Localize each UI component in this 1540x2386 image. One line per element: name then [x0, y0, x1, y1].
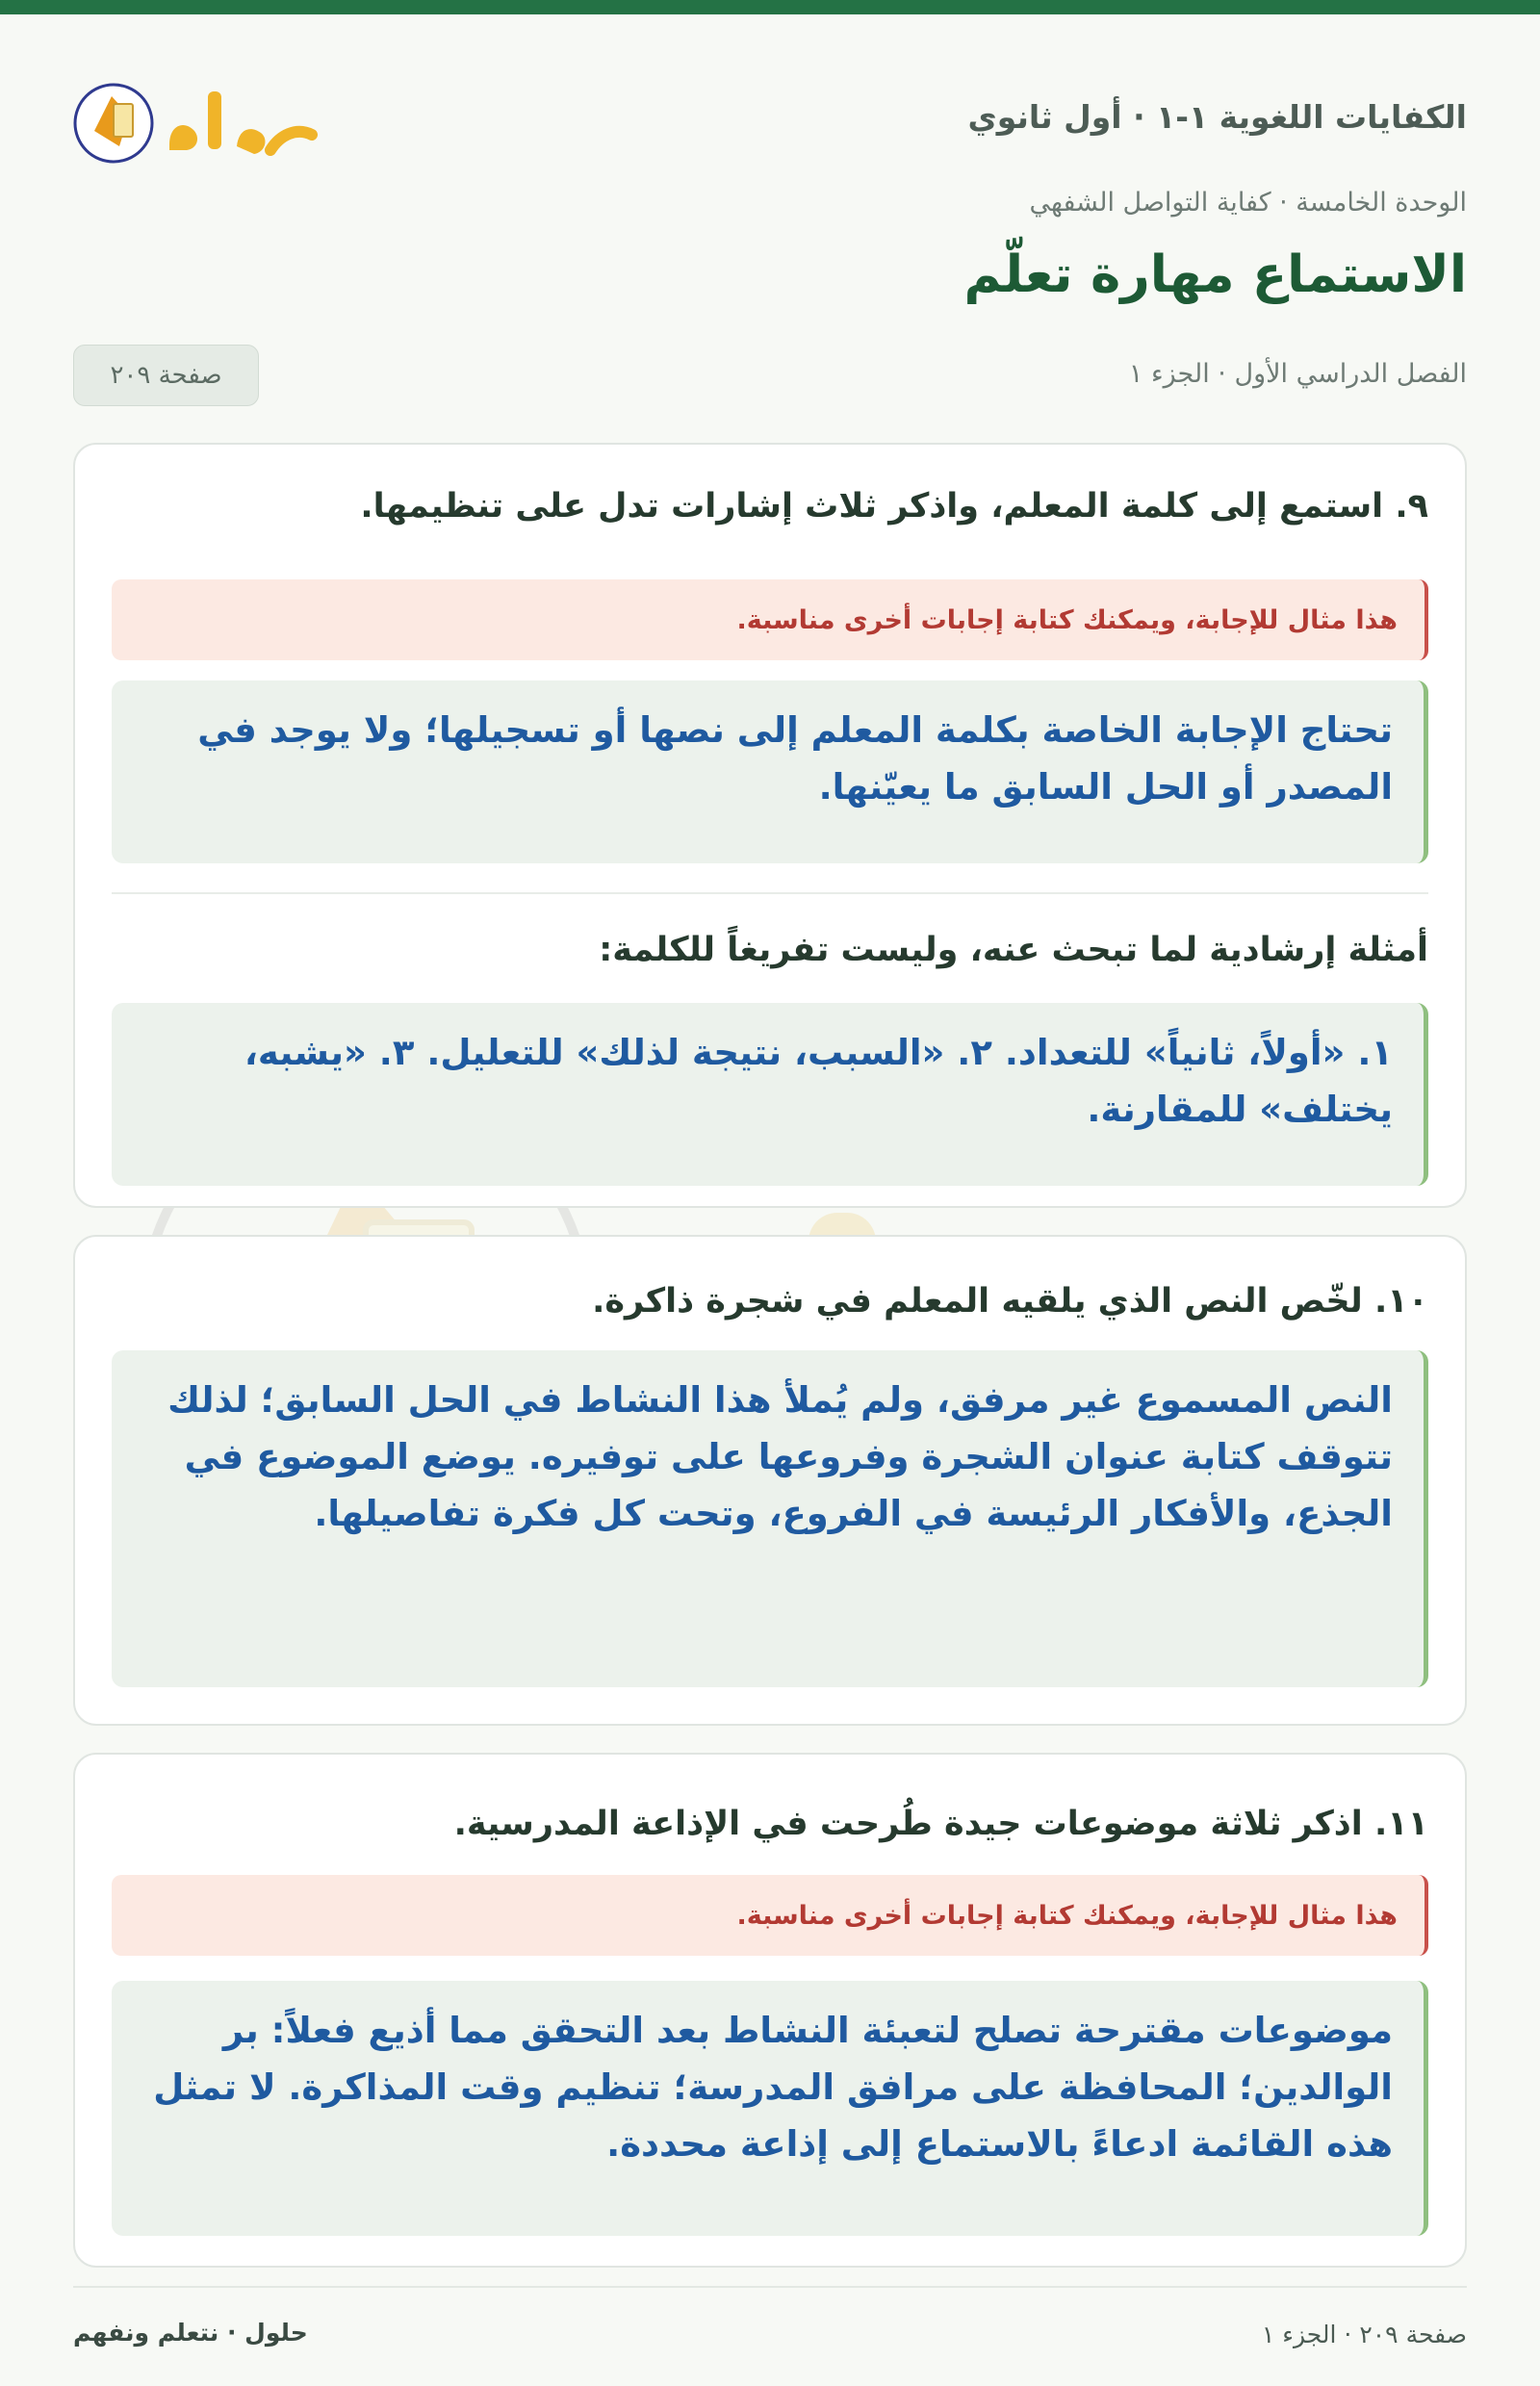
question-card-10: [73, 1235, 1467, 1726]
footer-brand: حلول · نتعلم ونفهم: [73, 2319, 308, 2347]
page-header: [73, 67, 1467, 173]
page: [73, 14, 1467, 2386]
answer-box-9: تحتاج الإجابة الخاصة بكلمة المعلم إلى نصها أو تسجيلها؛ ولا يوجد في المصدر أو الحل السابق ما يعيّنها.: [112, 680, 1428, 863]
answer-note: هذا مثال للإجابة، ويمكنك كتابة إجابات أخرى مناسبة.: [112, 579, 1428, 660]
footer-page-info: صفحة ٢٠٩ · الجزء ١: [1261, 2321, 1467, 2348]
question-card-11: [73, 1753, 1467, 2268]
divider: [112, 892, 1428, 894]
answer-box-10: النص المسموع غير مرفق، ولم يُملأ هذا النشاط في الحل السابق؛ لذلك تتوقف كتابة عنوان الشجرة وفروعها على توفيره. يوضع الموضوع في الجذع، والأفكار الرئيسة في الفروع، وتحت كل فكرة تفاصيلها.: [112, 1350, 1428, 1687]
top-accent-bar: [0, 0, 1540, 14]
question-card-9: [73, 443, 1467, 1208]
examples-answer-box: ١. «أولاً، ثانياً» للتعداد. ٢. «السبب، نتيجة لذلك» للتعليل. ٣. «يشبه، يختلف» للمقارنة.: [112, 1003, 1428, 1186]
term-line: الفصل الدراسي الأول · الجزء ١: [1128, 359, 1467, 389]
page-badge: صفحة ٢٠٩: [73, 345, 259, 406]
lesson-title: الاستماع مهارة تعلّم: [963, 245, 1467, 304]
answer-box-11: موضوعات مقترحة تصلح لتعبئة النشاط بعد التحقق مما أذيع فعلاً: بر الوالدين؛ المحافظة على مرافق المدرسة؛ تنظيم وقت المذاكرة. لا تمثل هذه القائمة ادعاءً بالاستماع إلى إذاعة محددة.: [112, 1981, 1428, 2236]
logo-icon: [73, 67, 333, 173]
question-title-11: ١١. اذكر ثلاثة موضوعات جيدة طُرحت في الإذاعة المدرسية.: [453, 1805, 1428, 1843]
examples-title: أمثلة إرشادية لما تبحث عنه، وليست تفريغاً للكلمة:: [599, 931, 1428, 969]
answer-note: هذا مثال للإجابة، ويمكنك كتابة إجابات أخرى مناسبة.: [112, 1875, 1428, 1956]
unit-line: الوحدة الخامسة · كفاية التواصل الشفهي: [1029, 188, 1467, 218]
question-title-10: ١٠. لخّص النص الذي يلقيه المعلم في شجرة ذاكرة.: [592, 1282, 1428, 1321]
book-title: الكفايات اللغوية ١-١ · أول ثانوي: [967, 98, 1467, 136]
question-title-9: ٩. استمع إلى كلمة المعلم، واذكر ثلاث إشارات تدل على تنظيمها.: [360, 487, 1428, 526]
footer-divider: [73, 2286, 1467, 2288]
